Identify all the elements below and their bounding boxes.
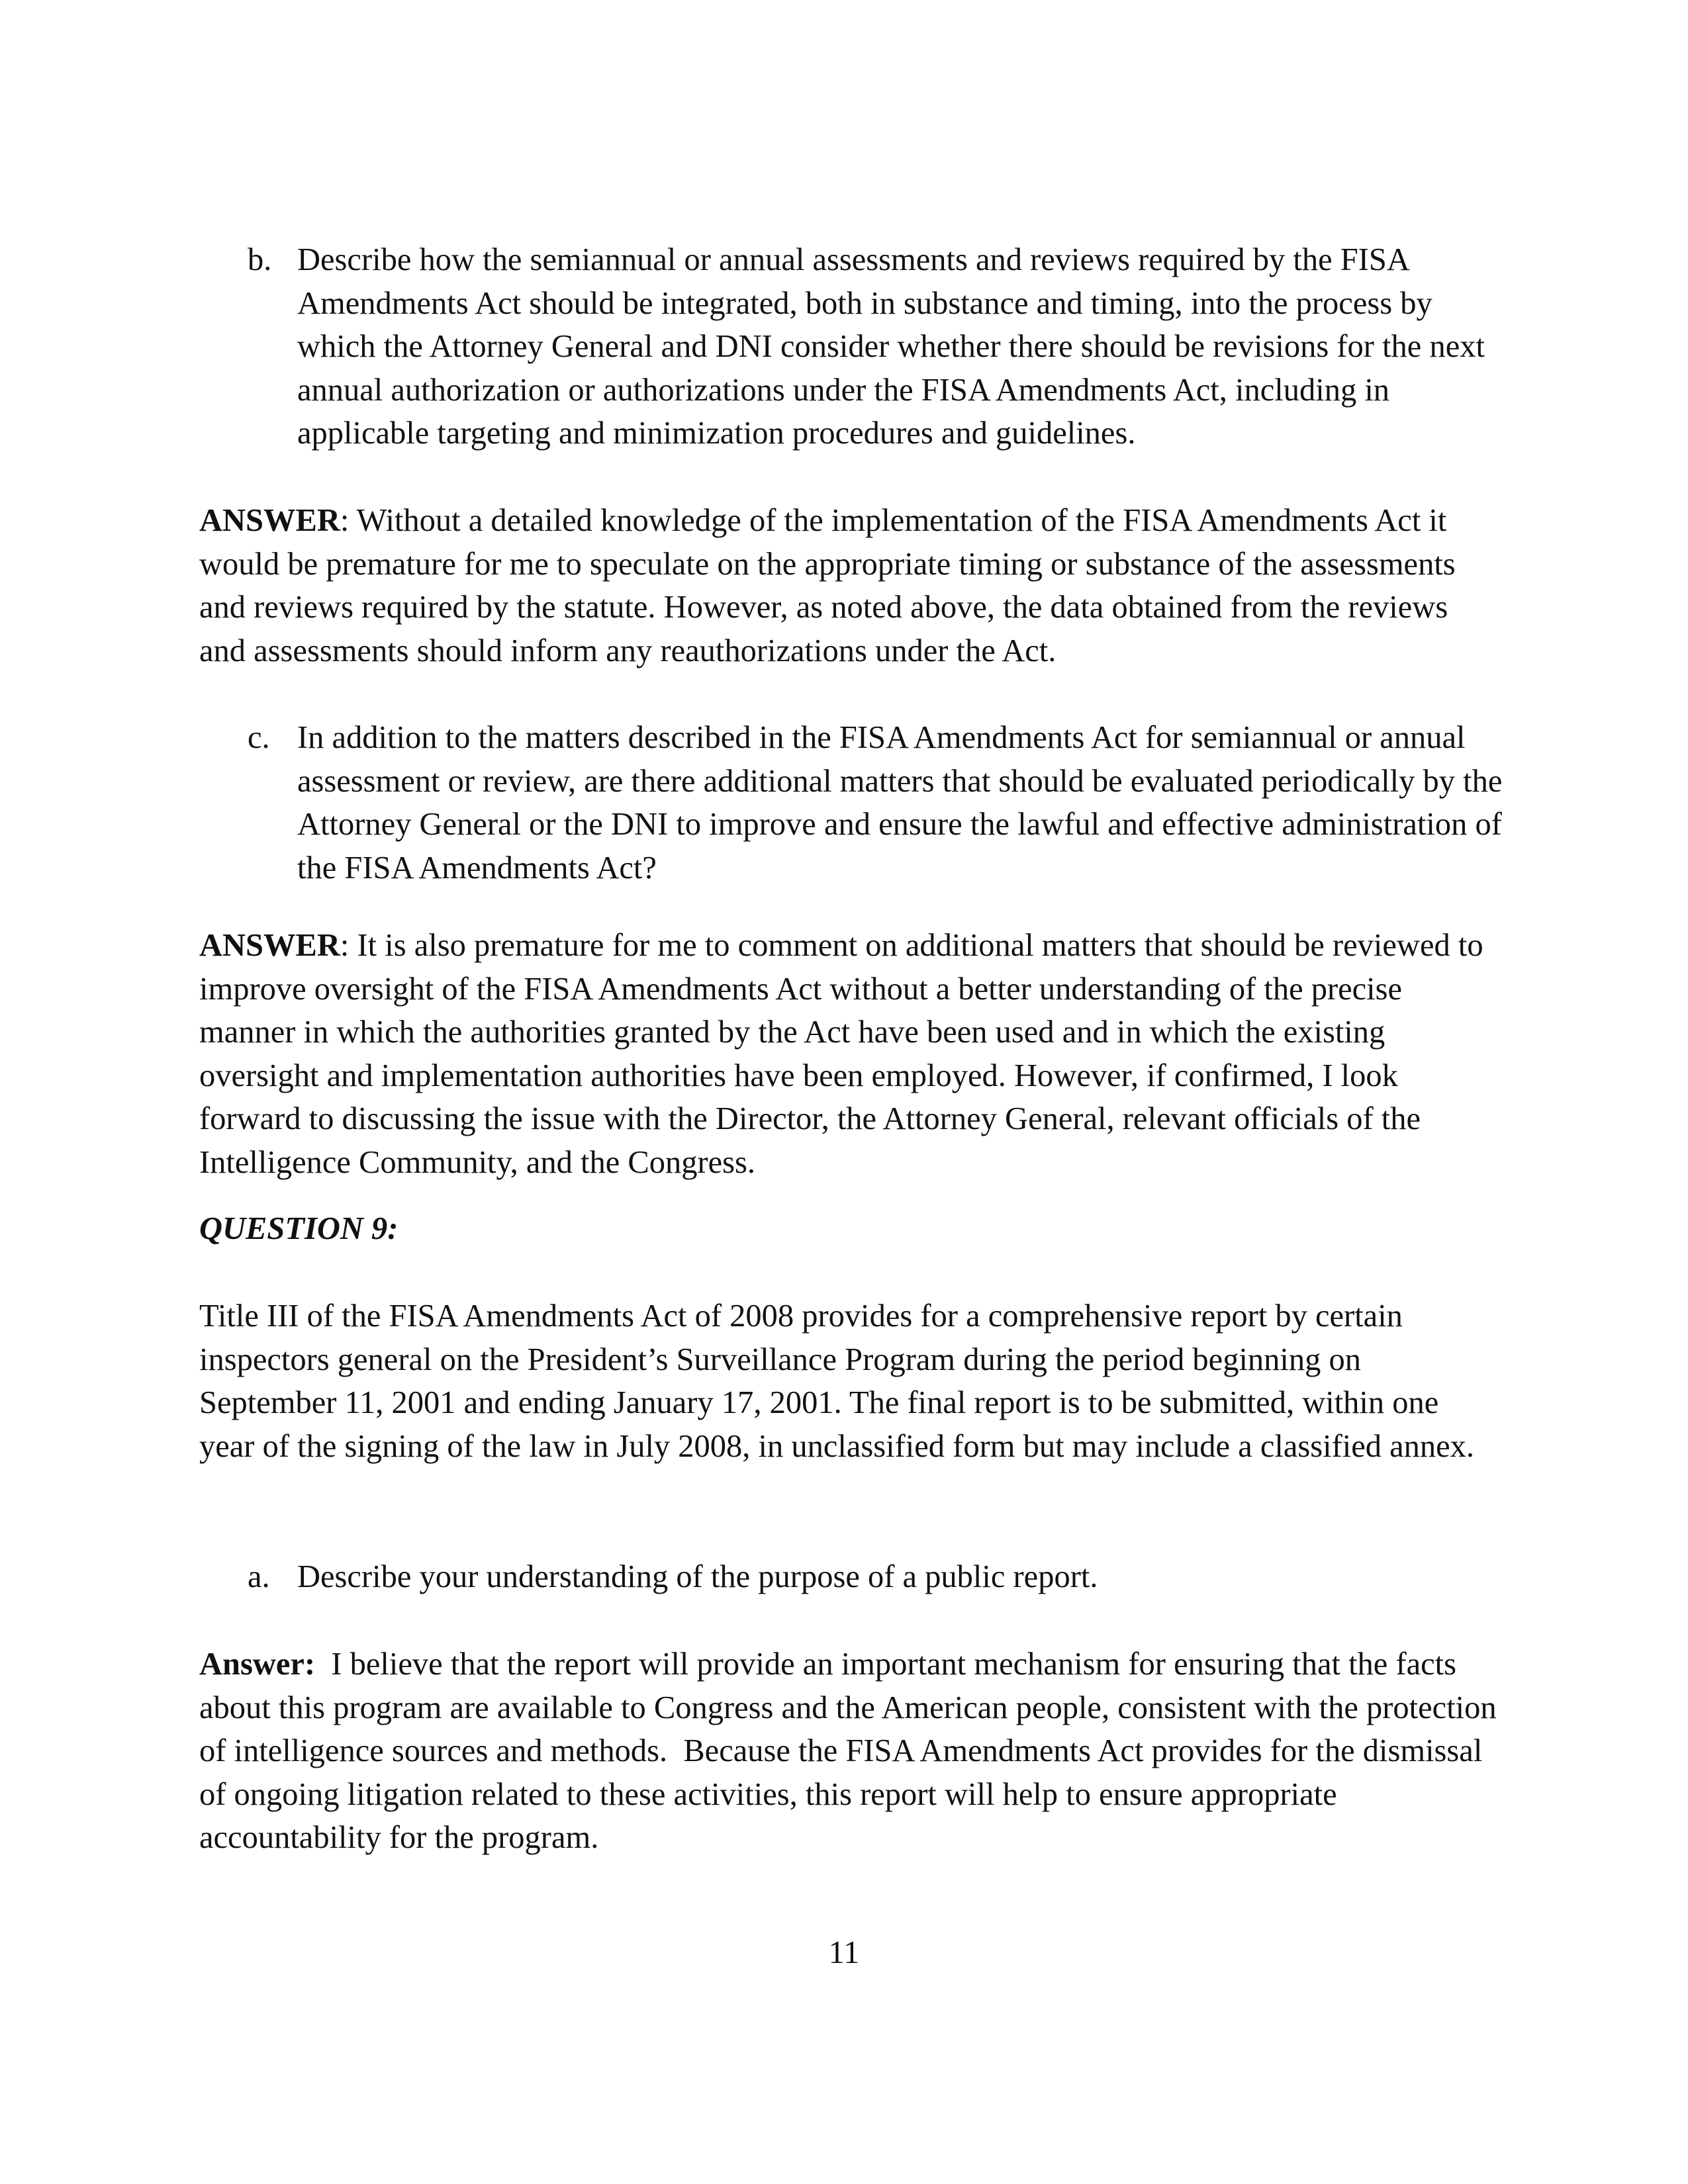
page-number: 11 [828, 1935, 860, 1970]
answer-8b-text: : Without a detailed knowledge of the implementation of the FISA Amendments Act it would be premature for me to speculate on the appropriate timing or substance of the assessments and reviews required by the statute. However, as noted above, the data obtained from the reviews and assessments should inform any reauthorizations under the Act. [199, 503, 1456, 668]
item-marker-c: c. [248, 720, 270, 755]
question-9-text: Title III of the FISA Amendments Act of 2008 provides for a comprehensive report by certain inspectors general on the President’s Surveillance Program during the period beginning on September 11, 2001 and ending January 17, 2001. The final report is to be submitted, within one year of the signing of the law in July 2008, in unclassified form but may include a classified annex. [199, 1298, 1475, 1464]
question-9a-text: Describe your understanding of the purpose of a public report. [297, 1559, 1098, 1594]
answer-label: ANSWER [199, 503, 340, 538]
question-8c-text: In addition to the matters described in the FISA Amendments Act for semiannual or annual assessment or review, are there additional matters that should be evaluated periodically by the Attorney General or the DNI to improve and ensure the lawful and effective administration of the FISA Amendments Act? [297, 720, 1503, 886]
question-8c [248, 716, 1505, 889]
answer-label: ANSWER [199, 928, 340, 963]
answer-9a [199, 1643, 1505, 1860]
question-8b [248, 238, 1505, 455]
question-8b-text: Describe how the semiannual or annual assessments and reviews required by the FISA Amendments Act should be integrated, both in substance and timing, into the process by which the Attorney General and DNI consider whether there should be revisions for the next annual authorization or authorizations under the FISA Amendments Act, including in applicable targeting and minimization procedures and guidelines. [297, 242, 1485, 451]
answer-8c [199, 924, 1497, 1184]
question-9a [248, 1555, 1505, 1599]
answer-label: Answer: [199, 1647, 316, 1682]
answer-8b [199, 499, 1497, 672]
answer-8c-text: : It is also premature for me to comment on additional matters that should be reviewed to improve oversight of the FISA Amendments Act without a better understanding of the precise manner in which the authorities granted by the Act have been used and in which the existing oversight and implementation authorities have been employed. However, if confirmed, I look forward to discussing the issue with the Director, the Attorney General, relevant officials of the Intelligence Community, and the Congress. [199, 928, 1483, 1180]
answer-9a-text: I believe that the report will provide an important mechanism for ensuring that the facts about this program are available to Congress and the American people, consistent with the protection of intelligence sources and methods. Because the FISA Amendments Act provides for the dismissal of ongoing litigation related to these activities, this report will help to ensure appropriate accountability for the program. [199, 1647, 1505, 1855]
item-marker-b: b. [248, 242, 272, 277]
item-marker-a: a. [248, 1559, 270, 1594]
question-9-heading: QUESTION 9: [199, 1211, 399, 1246]
